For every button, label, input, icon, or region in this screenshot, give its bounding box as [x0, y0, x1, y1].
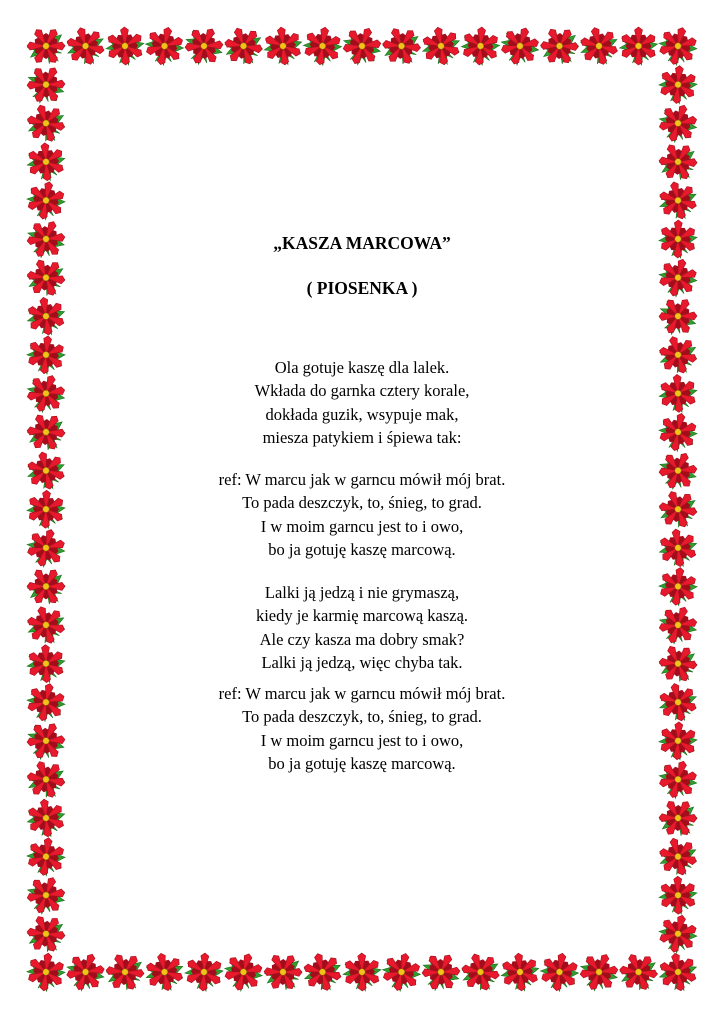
poinsettia-icon [657, 527, 699, 569]
poinsettia-icon [20, 59, 71, 110]
poinsettia-icon [301, 25, 344, 68]
refrain-2 [80, 682, 644, 775]
poinsettia-icon [24, 178, 68, 222]
stanza-line: ref: W marcu jak w garncu mówił mój brat. [218, 470, 506, 489]
poinsettia-icon [620, 27, 658, 65]
poinsettia-icon [656, 950, 699, 993]
poinsettia-icon [655, 178, 701, 224]
stanza-line: To pada deszczyk, to, śnieg, to grad. [242, 493, 482, 513]
poinsettia-icon [657, 565, 699, 607]
poinsettia-icon [142, 23, 187, 68]
poinsettia-icon [460, 26, 501, 67]
poinsettia-icon [658, 373, 698, 413]
poinsettia-icon [655, 23, 701, 69]
stanza-line: bo ja gotuję kaszę marcową. [268, 539, 456, 559]
poinsettia-icon [21, 214, 71, 264]
poinsettia-icon [653, 445, 703, 495]
stanza-line: dokłada guzik, wsypuje mak, [265, 404, 459, 424]
stanza-line: I w moim garncu jest to i owo, [260, 730, 464, 750]
poinsettia-icon [496, 22, 544, 70]
poinsettia-icon [337, 21, 386, 70]
poinsettia-icon [21, 870, 70, 919]
refrain-1 [80, 468, 644, 561]
poinsettia-icon [22, 369, 71, 418]
poinsettia-icon [22, 99, 70, 147]
poinsettia-icon [21, 253, 70, 302]
poinsettia-icon [343, 953, 382, 992]
poinsettia-icon [653, 638, 703, 688]
poinsettia-icon [653, 600, 702, 649]
poinsettia-icon [25, 835, 68, 878]
stanza-line: To pada deszczyk, to, śnieg, to grad. [242, 707, 482, 727]
stanza-line: Lalki ją jedzą i nie grymaszą, [264, 583, 460, 602]
stanza-line: miesza patykiem i śpiewa tak: [262, 427, 462, 447]
song-title: „KASZA MARCOWA” [273, 233, 451, 253]
poinsettia-icon [105, 26, 144, 65]
poinsettia-icon [20, 20, 72, 72]
poinsettia-icon [184, 952, 224, 992]
poinsettia-icon [654, 331, 701, 378]
stanza-line: ref: W marcu jak w garncu mówił mój brat. [218, 684, 506, 703]
poinsettia-icon [658, 721, 698, 761]
stanza-line: kiedy je karmię marcową kaszą. [255, 606, 469, 626]
poinsettia-icon [656, 680, 701, 725]
poinsettia-icon [655, 254, 702, 301]
poinsettia-icon [659, 876, 698, 915]
poinsettia-icon [26, 644, 65, 683]
poinsettia-icon [22, 524, 69, 571]
poinsettia-icon [534, 20, 585, 71]
poinsettia-icon [21, 715, 72, 766]
poinsettia-icon [23, 448, 68, 493]
poinsettia-icon [538, 950, 581, 993]
stanza-line: Lalki ją jedzą, więc chyba tak. [261, 652, 463, 672]
poinsettia-icon [21, 407, 72, 458]
poinsettia-icon [179, 21, 230, 72]
poinsettia-icon [22, 601, 69, 648]
poinsettia-icon [100, 947, 150, 997]
poinsettia-icon [299, 949, 346, 996]
poinsettia-icon [656, 410, 701, 455]
poinsettia-icon [379, 949, 425, 995]
poinsettia-icon [652, 290, 704, 342]
poinsettia-icon [654, 756, 701, 803]
poinsettia-icon [659, 220, 698, 259]
poinsettia-icon [21, 909, 71, 959]
poinsettia-icon [499, 951, 540, 992]
poinsettia-icon [415, 946, 466, 997]
stanza-1 [80, 356, 644, 449]
stanza-line: I w moim garncu jest to i owo, [260, 516, 464, 536]
poinsettia-icon [20, 560, 72, 612]
poinsettia-icon [652, 136, 703, 187]
poinsettia-icon [419, 24, 463, 68]
poinsettia-icon [614, 947, 664, 997]
stanza-line: Ale czy kasza ma dobry smak? [259, 629, 465, 649]
poinsettia-icon [219, 22, 268, 71]
poinsettia-icon [576, 23, 622, 69]
poinsettia-icon [220, 948, 267, 995]
poinsettia-icon [61, 947, 110, 996]
poinsettia-icon [652, 792, 704, 844]
stanza-line: Wkłada do garnka cztery korale, [254, 381, 470, 401]
poinsettia-icon [574, 947, 624, 997]
poinsettia-icon [26, 490, 65, 529]
poinsettia-icon [655, 833, 702, 880]
stanza-2 [80, 581, 644, 674]
poinsettia-icon [62, 22, 109, 69]
poinsettia-icon [654, 99, 702, 147]
poinsettia-icon [23, 680, 68, 725]
poinsettia-icon [653, 485, 702, 534]
song-subtitle: ( PIOSENKA ) [306, 278, 418, 298]
stanza-line: Ola gotuje kaszę dla lalek. [274, 358, 450, 377]
poinsettia-icon [456, 948, 504, 996]
poinsettia-icon [22, 755, 71, 804]
poinsettia-icon [262, 25, 304, 67]
stanza-line: bo ja gotuję kaszę marcową. [268, 753, 456, 773]
poinsettia-icon [657, 64, 698, 105]
poinsettia-icon [655, 911, 701, 957]
poinsettia-icon [25, 334, 67, 376]
poinsettia-icon [25, 951, 67, 993]
poinsettia-icon [25, 295, 68, 338]
poinsettia-icon [142, 950, 187, 995]
poinsettia-icon [257, 946, 309, 998]
poinsettia-icon [25, 797, 67, 839]
poinsettia-icon [26, 142, 67, 183]
poinsettia-icon [376, 21, 426, 71]
